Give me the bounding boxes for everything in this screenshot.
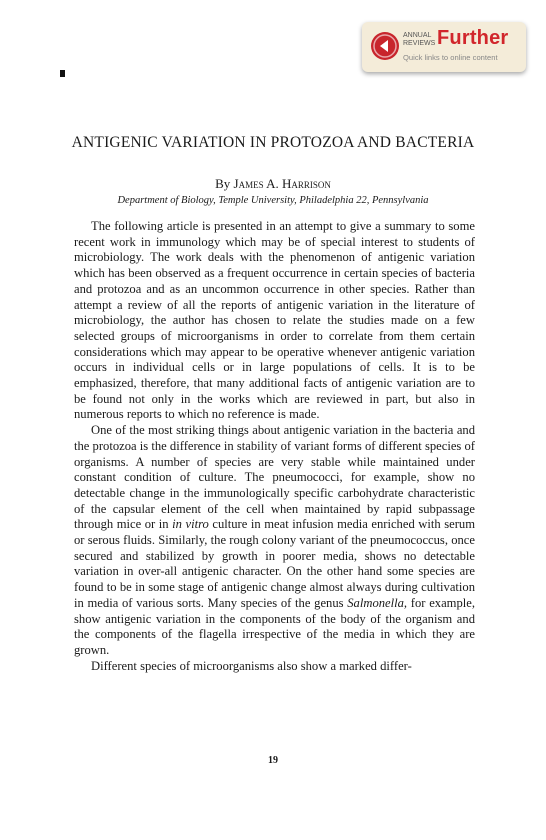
further-links-banner[interactable] (362, 22, 526, 72)
banner-further-text[interactable]: Further (437, 27, 509, 49)
banner-quick-links-text[interactable]: Quick links to online content (403, 53, 498, 62)
page-number: 19 (268, 755, 278, 766)
paragraph-3 (74, 659, 475, 675)
author-name: James A. Harrison (233, 176, 331, 191)
paragraph-2-text-a: One of the most striking things about antigenic variation in the bacteria and the protozoa is the difference in stability of variant forms of different species of organisms. A number of species are very stable while maintained under constant condition of culture. The pneumococci, for example, show no detectable change in the immunologically specific carbohydrate characteristic of the capsular element of the cell when maintained by rapid subpassage through mice or in (74, 423, 475, 532)
annual-reviews-logo-icon (371, 32, 399, 60)
banner-reviews-text: REVIEWS (403, 40, 436, 47)
author-affiliation: Department of Biology, Temple University, Philadelphia 22, Pennsylvania (117, 195, 429, 206)
paragraph-2-italic-in-vitro: in vitro (172, 517, 209, 532)
article-title: ANTIGENIC VARIATION IN PROTOZOA AND BACTERIA (71, 134, 475, 151)
paragraph-2 (74, 423, 475, 659)
article-body (74, 219, 475, 674)
banner-annual-text: ANNUAL (403, 32, 432, 39)
paragraph-2-text-b: culture in meat infusion media enriched with serum or serous fluids. Similarly, the rough colony variant of the pneumococcus, once secured and stabilized by growth in poorer media, shows no detectable variation in over-all antigenic character. On the other hand some species are found to be in some stage of antigenic change almost always during cultivation in media of various sorts. Many species of the genus (74, 517, 475, 610)
paragraph-1 (74, 219, 475, 423)
paragraph-2-text-c: for example, show antigenic variation in the components of the body of the organism and the components of the flagella irrespective of the media in which they are grown. (74, 595, 476, 657)
paragraph-1-text: The following article is presented in an attempt to give a summary to some recent work in immunology which may be of special interest to students of microbiology. The work deals with the phenomenon of antigenic variation which has been observed as a frequent occurrence in certain species of bacteria and protozoa and as an uncommon occurrence in other species. Rather than attempt a review of all the reports of antigenic variation in the literature of microbiology, the author has chosen to relate the studies made on a few selected groups of microorganisms in order to correlate from them certain considerations which may appear to be operative whenever antigenic variation occurs in individual cells or in large populations of cells. It is to be emphasized, therefore, that many additional facts of antigenic variation are to be found not only in the works which are reviewed in part, but also in numerous reports to which no reference is made. (74, 219, 475, 422)
banner-publisher-label (403, 32, 435, 48)
paragraph-3-text: Different species of microorganisms also show a marked differ- (91, 658, 412, 673)
paragraph-2-italic-salmonella: Salmonella, (347, 595, 408, 610)
author-by: By (215, 176, 231, 191)
bullet-mark (60, 70, 65, 77)
article-author (60, 176, 486, 192)
